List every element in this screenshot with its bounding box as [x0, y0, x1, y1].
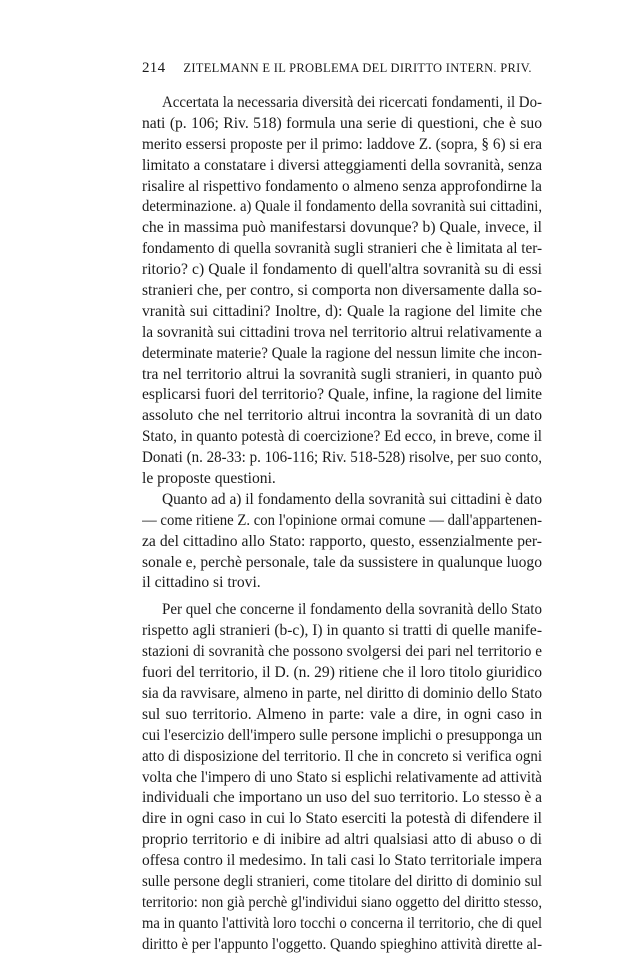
text-line: stazioni di sovranità che possono svolgersi dei pari nel territorio e [142, 643, 542, 661]
text-line: fuori del territorio, il D. (n. 29) ritiene che il loro titolo giuridico [142, 664, 542, 682]
text-line: ritorio? c) Quale il fondamento di quell'altra sovranità su di essi [142, 261, 542, 279]
text-line: assoluto che nel territorio altrui incontra la sovranità di un dato [142, 407, 542, 425]
running-title: ZITELMANN E IL PROBLEMA DEL DIRITTO INTERN. PRIV. [183, 61, 532, 75]
text-line: volta che l'impero di uno Stato si esplichi relativamente ad attività [142, 768, 542, 786]
text-line: Quanto ad a) il fondamento della sovranità sui cittadini è dato [162, 490, 542, 508]
text-line: risalire al rispettivo fondamento o almeno senza approfondirne la [142, 177, 542, 195]
page-number: 214 [142, 60, 166, 76]
text-line: proprio territorio e di inibire ad altri qualsiasi atto di abuso o di [142, 831, 542, 849]
text-line: le proposte questioni. [142, 470, 276, 488]
text-line: territorio: non già perchè gl'individui siano oggetto del diritto stesso, [142, 893, 542, 911]
text-line: sul suo territorio. Almeno in parte: vale a dire, in ogni caso in [142, 705, 542, 723]
text-line: — come ritiene Z. con l'opinione ormai comune — dall'appartenen- [142, 511, 542, 529]
text-line: cui l'esercizio dell'impero sulle persone implichi o presupponga un [142, 726, 542, 744]
text-line: limitato a constatare i diversi atteggiamenti della sovranità, senza [142, 156, 542, 174]
text-line: diritto è per l'appunto l'oggetto. Quando spieghino attività dirette al- [142, 935, 542, 953]
text-line: sia da ravvisare, almeno in parte, nel diritto di dominio dello Stato [142, 684, 542, 702]
text-line: stranieri che, per contro, si comporta non diversamente dalla so- [142, 282, 542, 300]
text-line: za del cittadino allo Stato: rapporto, questo, essenzialmente per- [142, 532, 542, 550]
text-line: che in massima può manifestarsi dovunque? b) Quale, invece, il [142, 219, 542, 237]
text-line: merito essersi proposte per il primo: laddove Z. (sopra, § 6) si era [142, 135, 542, 153]
text-line: nati (p. 106; Riv. 518) formula una serie di questioni, che è suo [142, 114, 542, 132]
text-line: Stato, in quanto potestà di coercizione? Ed ecco, in breve, come il [142, 428, 542, 446]
text-line: tra nel territorio altrui la sovranità sugli stranieri, in quanto può [142, 365, 542, 383]
text-line: ma in quanto l'attività loro tocchi o concerna il territorio, che di quel [142, 914, 542, 932]
text-line: individuali che importano un uso del suo territorio. Lo stesso è a [142, 789, 542, 807]
body-text [142, 93, 542, 956]
running-header [142, 60, 542, 84]
text-line: determinazione. a) Quale il fondamento della sovranità sui cittadini, [142, 198, 542, 216]
text-line: sonale e, perchè personale, tale da sussistere in qualunque luogo [142, 553, 542, 571]
text-line: Donati (n. 28-33: p. 106-116; Riv. 518-528) risolve, per suo conto, [142, 449, 542, 467]
text-line: fondamento di quella sovranità sugli stranieri che è limitata al ter- [142, 240, 542, 258]
text-line: esplicarsi fuori del territorio? Quale, infine, la ragione del limite [142, 386, 542, 404]
text-line: offesa contro il medesimo. In tali casi lo Stato territoriale impera [142, 852, 542, 870]
text-line: il cittadino si trovi. [142, 574, 261, 592]
text-line: atto di disposizione del territorio. Il che in concreto si verifica ogni [142, 747, 542, 765]
text-line: vranità sui cittadini? Inoltre, d): Quale la ragione del limite che [142, 302, 542, 320]
text-line: Accertata la necessaria diversità dei ricercati fondamenti, il Do- [162, 94, 542, 111]
text-line: determinate materie? Quale la ragione del nessun limite che incon- [142, 344, 542, 362]
text-line: dire in ogni caso in cui lo Stato eserciti la potestà di difendere il [142, 810, 542, 828]
text-line: sulle persone degli stranieri, come titolare del diritto di dominio sul [142, 872, 542, 890]
text-line: rispetto agli stranieri (b-c), I) in quanto si tratti di quelle manife- [142, 622, 542, 640]
text-line: Per quel che concerne il fondamento della sovranità dello Stato [162, 601, 542, 619]
text-line: la sovranità sui cittadini trova nel territorio altrui relativamente a [142, 323, 542, 341]
